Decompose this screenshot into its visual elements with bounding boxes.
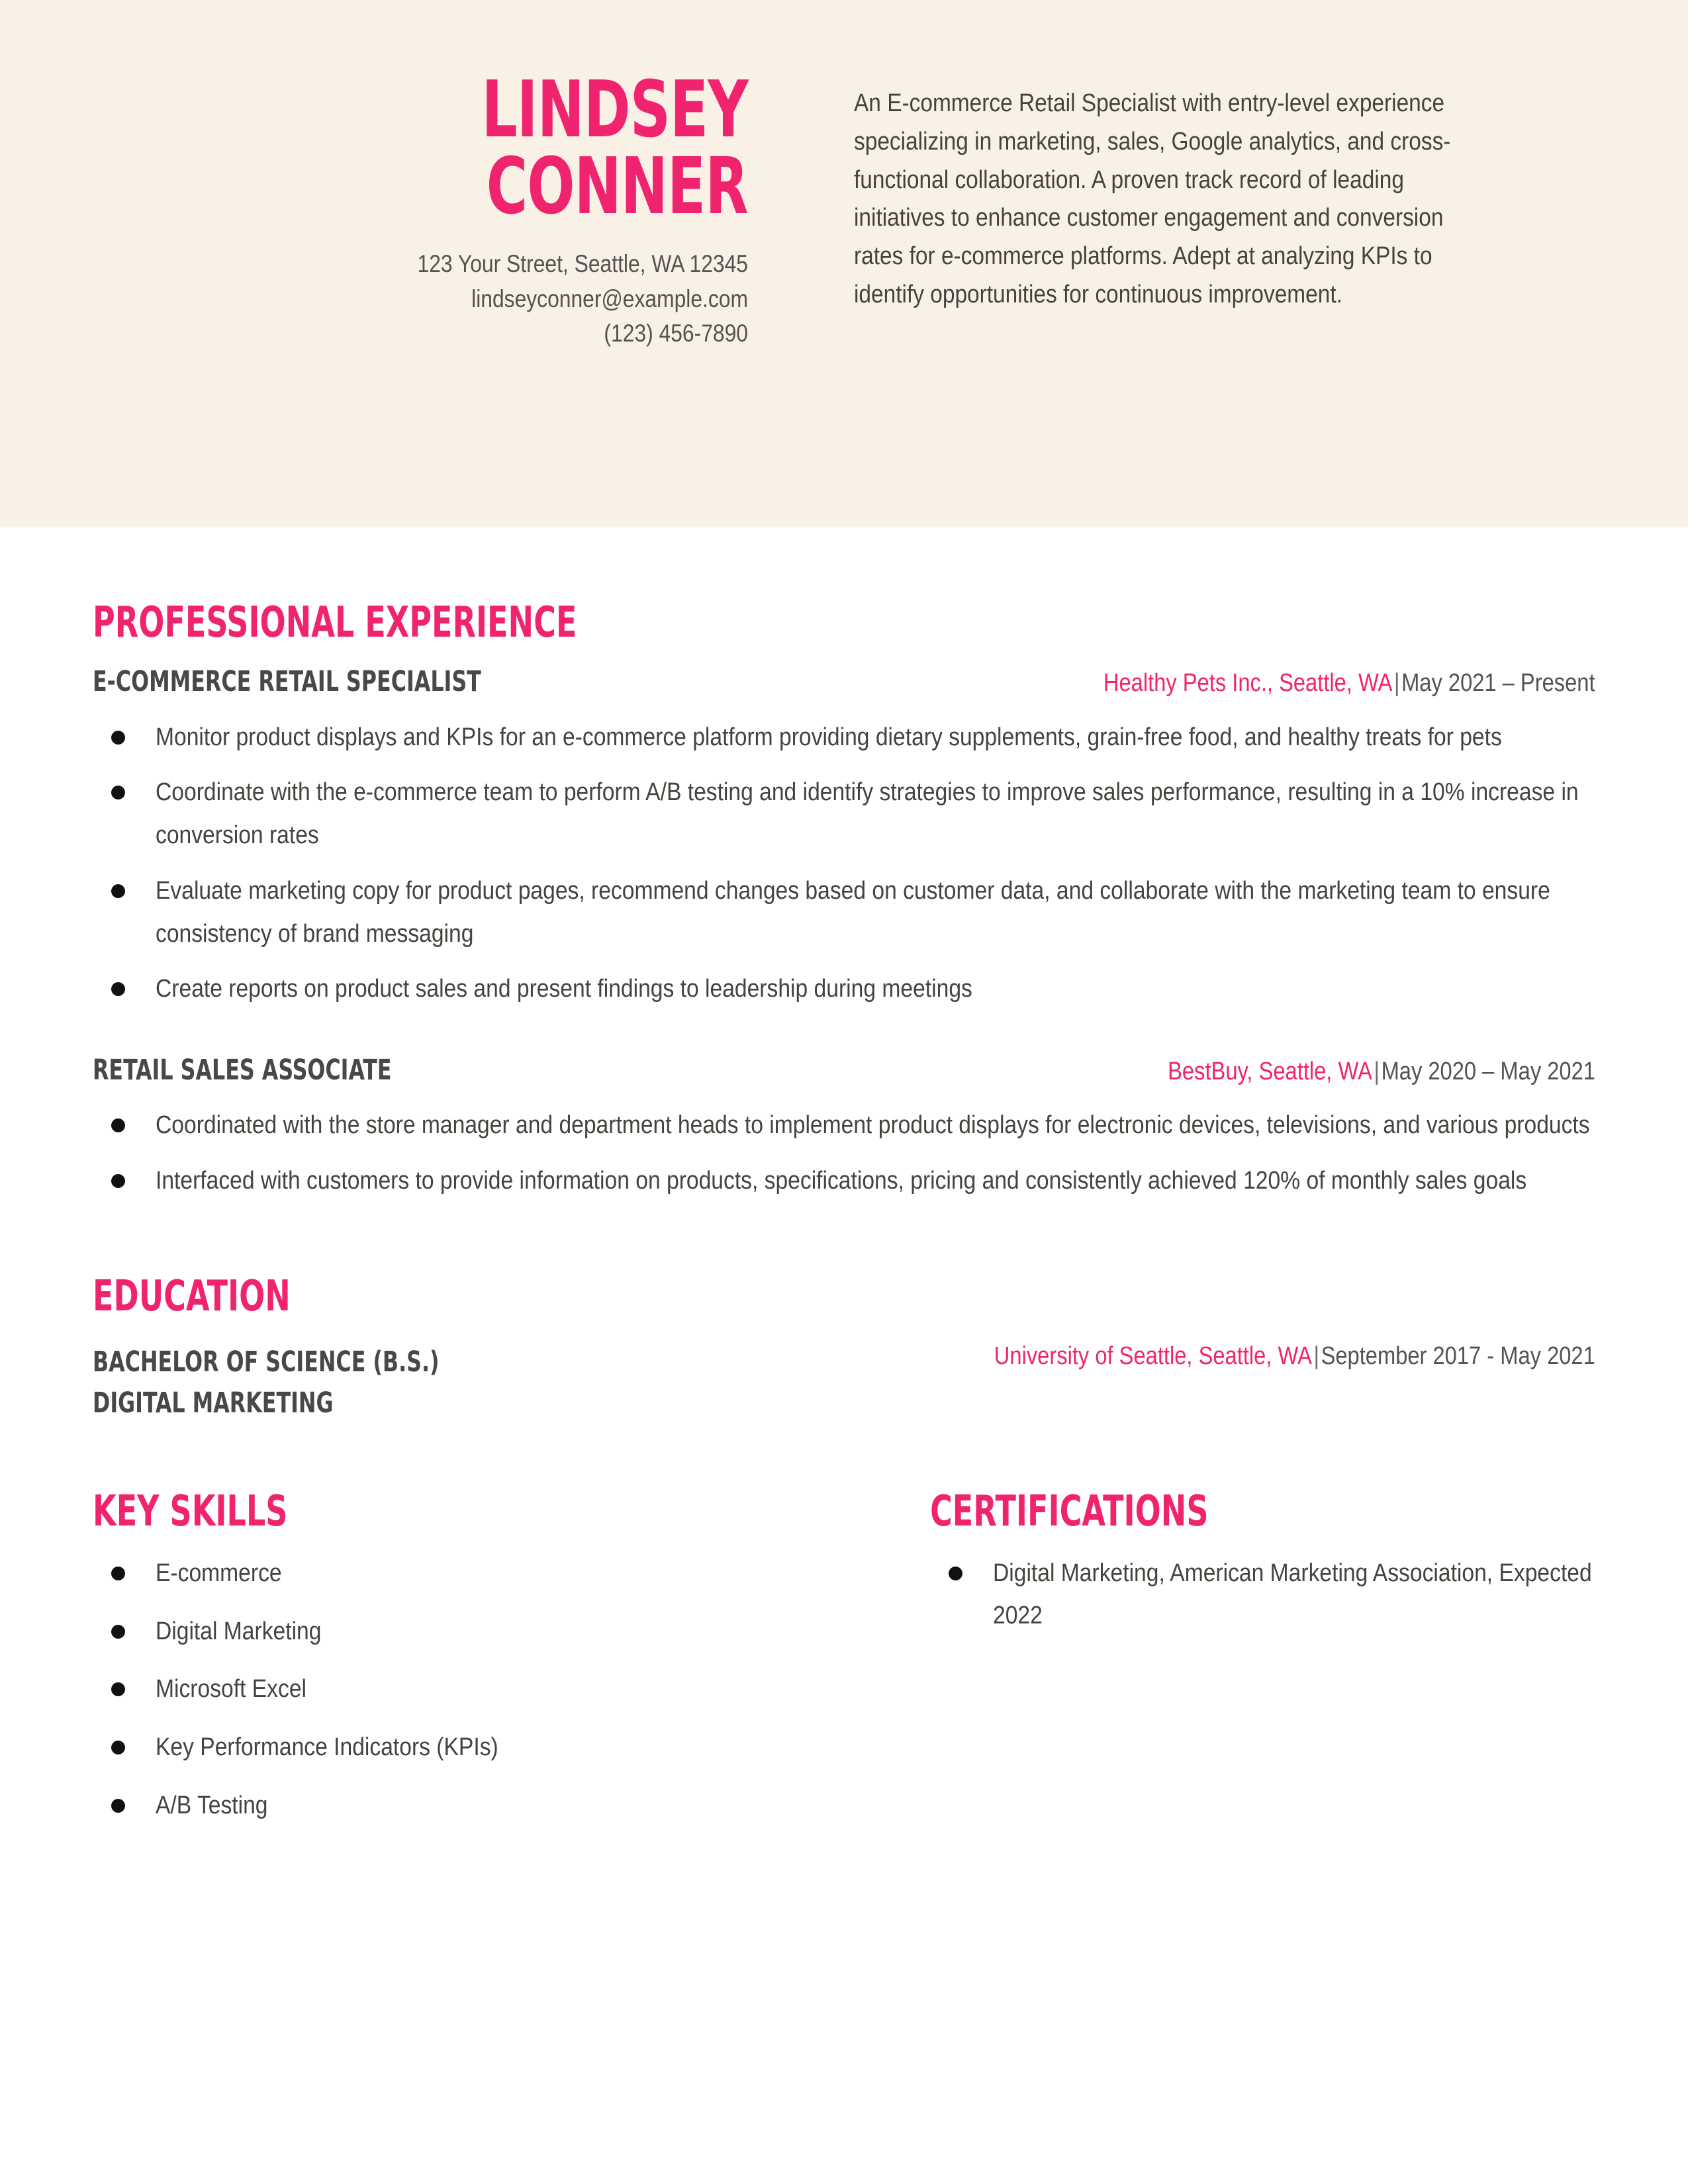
job-meta-separator: | <box>1374 1057 1380 1085</box>
job-organization: BestBuy, Seattle, WA <box>1168 1057 1372 1085</box>
certification-text: Digital Marketing, American Marketing Association, Expected 2022 <box>993 1559 1592 1629</box>
job-dates: May 2020 – May 2021 <box>1381 1057 1595 1085</box>
education-institution: University of Seattle, Seattle, WA <box>994 1342 1313 1371</box>
experience-entry-header <box>93 1055 1595 1087</box>
section-heading-education: EDUCATION <box>93 1272 291 1322</box>
skill-text: E-commerce <box>156 1559 282 1587</box>
list-item <box>93 1668 930 1711</box>
job-bullet-list <box>93 716 1595 1011</box>
section-heading-skills: KEY SKILLS <box>93 1486 288 1536</box>
skill-text: Digital Marketing <box>156 1617 322 1645</box>
education-meta <box>994 1342 1595 1372</box>
job-bullet-text: Coordinate with the e-commerce team to perform A/B testing and identify strategies to improve sales performance, resulting in a 10% increase in conversion rates <box>156 778 1579 850</box>
section-heading-certifications: CERTIFICATIONS <box>930 1486 1209 1536</box>
skill-text: A/B Testing <box>156 1792 268 1820</box>
job-dates: May 2021 – Present <box>1401 669 1595 697</box>
education-degree <box>93 1342 440 1424</box>
job-bullet-text: Coordinated with the store manager and department heads to implement product displays for electronic devices, televisions, and various products <box>156 1111 1590 1140</box>
list-item <box>93 1104 1595 1147</box>
resume-body <box>0 598 1688 1843</box>
contact-phone[interactable]: (123) 456-7890 <box>604 320 748 347</box>
education-entry <box>93 1342 1595 1424</box>
skills-column <box>93 1486 930 1843</box>
education-meta-separator: | <box>1313 1342 1320 1371</box>
job-title: RETAIL SALES ASSOCIATE <box>93 1053 392 1087</box>
skill-text: Microsoft Excel <box>156 1675 306 1704</box>
candidate-first-name: LINDSEY <box>481 64 748 155</box>
list-item <box>93 1785 930 1827</box>
job-bullet-text: Evaluate marketing copy for product pages, recommend changes based on customer data, and collaborate with the marketing team to ensure consistency of brand messaging <box>156 876 1550 948</box>
list-item <box>93 1727 930 1769</box>
bottom-two-column-area <box>93 1486 1595 1843</box>
certifications-column <box>930 1486 1595 1843</box>
experience-entry <box>93 666 1595 1011</box>
list-item <box>93 1611 930 1653</box>
job-bullet-list <box>93 1104 1595 1203</box>
job-bullet-text: Monitor product displays and KPIs for an e-commerce platform providing dietary supplements, grain-free food, and healthy treats for pets <box>156 723 1502 751</box>
job-meta-separator: | <box>1394 669 1400 697</box>
job-organization: Healthy Pets Inc., Seattle, WA <box>1103 669 1393 697</box>
job-bullet-text: Create reports on product sales and present findings to leadership during meetings <box>156 975 972 1003</box>
list-item <box>93 716 1595 759</box>
contact-info <box>185 247 748 351</box>
experience-entry-header <box>93 666 1595 699</box>
contact-address: 123 Your Street, Seattle, WA 12345 <box>417 250 748 278</box>
skills-list <box>93 1553 930 1827</box>
resume-header <box>0 0 1688 527</box>
list-item <box>93 968 1595 1011</box>
job-bullet-text: Interfaced with customers to provide information on products, specifications, pricing and consistently achieved 120% of monthly sales goals <box>156 1166 1527 1195</box>
section-heading-experience: PROFESSIONAL EXPERIENCE <box>93 598 577 647</box>
list-item <box>930 1553 1595 1637</box>
education-dates: September 2017 - May 2021 <box>1321 1342 1595 1371</box>
header-summary-block <box>781 0 1688 314</box>
job-meta <box>1103 668 1595 699</box>
experience-entry <box>93 1055 1595 1203</box>
candidate-name <box>224 64 748 232</box>
education-degree-line2: DIGITAL MARKETING <box>93 1387 334 1420</box>
candidate-last-name: CONNER <box>486 140 748 232</box>
list-item <box>93 1160 1595 1203</box>
list-item <box>93 771 1595 858</box>
list-item <box>93 870 1595 956</box>
job-meta <box>1168 1057 1595 1087</box>
list-item <box>93 1553 930 1595</box>
job-title: E-COMMERCE RETAIL SPECIALIST <box>93 665 481 698</box>
contact-email[interactable]: lindseyconner@example.com <box>471 285 748 312</box>
education-degree-line1: BACHELOR OF SCIENCE (B.S.) <box>93 1345 440 1379</box>
skill-text: Key Performance Indicators (KPIs) <box>156 1733 498 1762</box>
header-identity-block <box>0 0 781 351</box>
professional-summary: An E-commerce Retail Specialist with entry-level experience specializing in marketing, sales, Google analytics, and cross-functional collaboration. A proven track record of leading initiatives to enhance customer engagement and conversion rates for e-commerce platforms. Adept at analyzing KPIs to identify opportunities for continuous improvement. <box>854 89 1451 308</box>
certifications-list <box>930 1553 1595 1637</box>
